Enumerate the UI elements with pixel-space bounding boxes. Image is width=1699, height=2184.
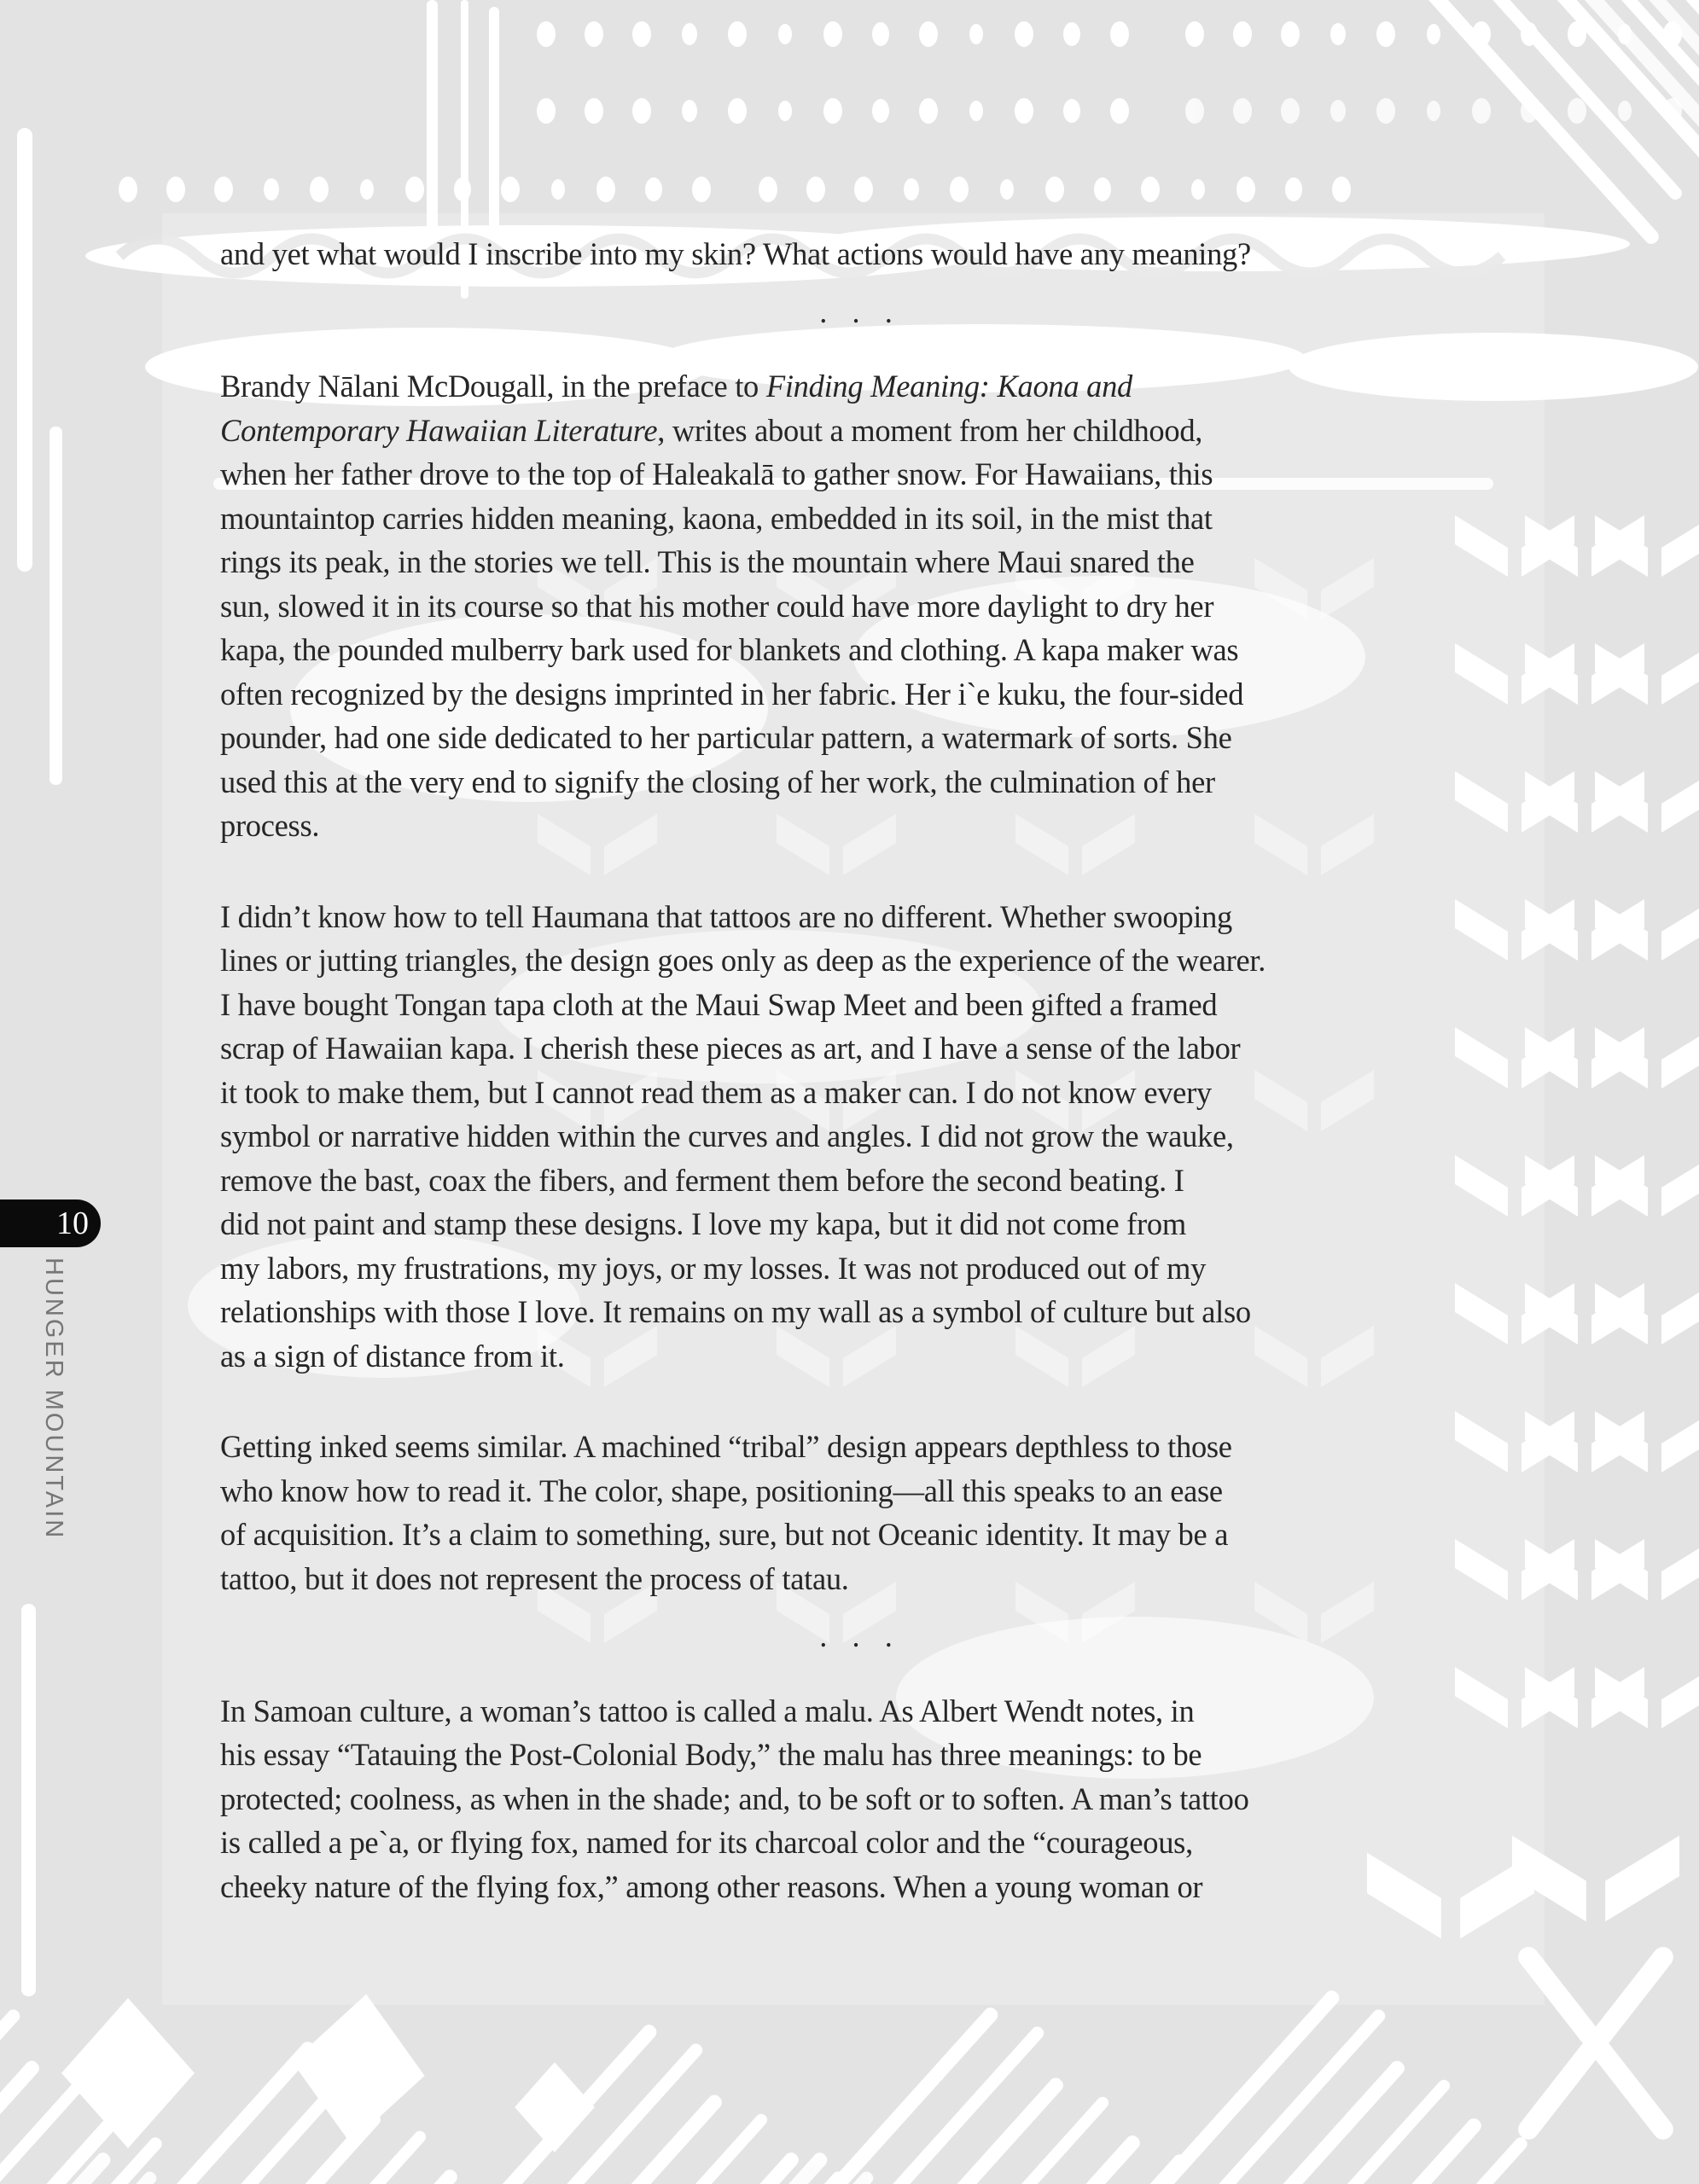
text-line xyxy=(220,1159,1500,1203)
text-segment: of acquisition. It’s a claim to something, sure, but not Oceanic identity. It may be a xyxy=(220,1517,1229,1552)
journal-title-vertical: HUNGER MOUNTAIN xyxy=(40,1258,67,1541)
text-segment: cheeky nature of the flying fox,” among other reasons. When a young woman or xyxy=(220,1868,1203,1904)
text-line xyxy=(220,628,1500,672)
section-separator: . . . xyxy=(819,1618,901,1653)
text-line xyxy=(220,1777,1500,1821)
text-line xyxy=(220,938,1500,983)
text-segment: sun, slowed it in its course so that his mother could have more daylight to dry her xyxy=(220,588,1214,624)
paragraph xyxy=(220,1425,1500,1600)
text-line xyxy=(220,1026,1500,1071)
text-line xyxy=(220,1334,1500,1379)
text-line xyxy=(220,1114,1500,1159)
text-segment: relationships with those I love. It remains on my wall as a symbol of culture but also xyxy=(220,1294,1251,1329)
text-segment: I have bought Tongan tapa cloth at the Maui Swap Meet and been gifted a framed xyxy=(220,986,1218,1022)
text-segment: protected; coolness, as when in the shade; and, to be soft or to soften. A man’s tattoo xyxy=(220,1780,1249,1816)
text-segment: my labors, my frustrations, my joys, or my losses. It was not produced out of my xyxy=(220,1250,1207,1286)
book-title-segment: Finding Meaning: Kaona and xyxy=(765,369,1132,404)
text-line xyxy=(220,895,1500,939)
text-line xyxy=(220,1469,1500,1513)
paragraph xyxy=(220,364,1500,848)
text-line xyxy=(220,760,1500,804)
text-segment: as a sign of distance from it. xyxy=(220,1338,565,1374)
text-segment: his essay “Tatauing the Post-Colonial Body,” the malu has three meanings: to be xyxy=(220,1737,1202,1772)
text-line xyxy=(220,1071,1500,1115)
text-line xyxy=(220,409,1500,453)
text-segment: I didn’t know how to tell Haumana that tattoos are no different. Whether swooping xyxy=(220,898,1233,934)
section-separator: . . . xyxy=(819,293,901,329)
text-segment: symbol or narrative hidden within the curves and angles. I did not grow the wauke, xyxy=(220,1118,1234,1153)
text-line xyxy=(220,1246,1500,1291)
paragraph xyxy=(220,232,1500,276)
text-line xyxy=(220,1425,1500,1469)
text-segment: mountaintop carries hidden meaning, kaona, embedded in its soil, in the mist that xyxy=(220,500,1213,536)
text-line xyxy=(220,364,1500,409)
text-line xyxy=(220,452,1500,497)
text-line xyxy=(220,1821,1500,1865)
text-segment: scrap of Hawaiian kapa. I cherish these pieces as art, and I have a sense of the labor xyxy=(220,1031,1241,1066)
text-line xyxy=(220,1689,1500,1734)
text-segment: remove the bast, coax the fibers, and ferment them before the second beating. I xyxy=(220,1162,1184,1198)
text-segment: it took to make them, but I cannot read them as a maker can. I do not know every xyxy=(220,1074,1212,1110)
text-line xyxy=(220,716,1500,760)
text-line xyxy=(220,1865,1500,1909)
text-segment: used this at the very end to signify the closing of her work, the culmination of her xyxy=(220,764,1215,799)
text-line xyxy=(220,232,1500,276)
text-line xyxy=(220,1290,1500,1334)
text-segment: did not paint and stamp these designs. I love my kapa, but it did not come from xyxy=(220,1206,1186,1241)
text-segment: lines or jutting triangles, the design goes only as deep as the experience of the wearer. xyxy=(220,943,1266,978)
text-segment: kapa, the pounded mulberry bark used for blankets and clothing. A kapa maker was xyxy=(220,632,1239,667)
text-line xyxy=(220,1733,1500,1777)
text-segment: process. xyxy=(220,808,320,843)
text-line xyxy=(220,1557,1500,1601)
text-segment: pounder, had one side dedicated to her particular pattern, a watermark of sorts. She xyxy=(220,720,1232,755)
text-segment: is called a pe`a, or flying fox, named for its charcoal color and the “courageous, xyxy=(220,1825,1193,1860)
page-number-tab xyxy=(0,1199,101,1247)
text-segment: and yet what would I inscribe into my skin? What actions would have any meaning? xyxy=(220,236,1251,271)
text-segment: Getting inked seems similar. A machined “tribal” design appears depthless to those xyxy=(220,1429,1232,1464)
text-segment: Brandy Nālani McDougall, in the preface to xyxy=(220,369,766,404)
page-number: 10 xyxy=(56,1205,89,1241)
text-line xyxy=(220,584,1500,629)
text-segment: rings its peak, in the stories we tell. This is the mountain where Maui snared the xyxy=(220,544,1195,579)
text-line xyxy=(220,804,1500,848)
text-segment: who know how to read it. The color, shape, positioning—all this speaks to an ease xyxy=(220,1472,1223,1508)
text-line xyxy=(220,672,1500,717)
text-line xyxy=(220,1202,1500,1246)
text-segment: tattoo, but it does not represent the process of tatau. xyxy=(220,1560,849,1596)
text-segment: , writes about a moment from her childhood, xyxy=(657,412,1203,448)
paragraph xyxy=(220,1689,1500,1909)
text-line xyxy=(220,540,1500,584)
text-segment: when her father drove to the top of Haleakalā to gather snow. For Hawaiians, this xyxy=(220,456,1213,491)
text-line xyxy=(220,497,1500,541)
paragraph xyxy=(220,895,1500,1379)
text-line xyxy=(220,983,1500,1027)
text-segment: often recognized by the designs imprinted in her fabric. Her i`e kuku, the four-sided xyxy=(220,676,1244,712)
book-title-segment: Contemporary Hawaiian Literature xyxy=(220,412,658,448)
text-line xyxy=(220,1513,1500,1557)
text-column xyxy=(220,232,1500,1908)
text-segment: In Samoan culture, a woman’s tattoo is called a malu. As Albert Wendt notes, in xyxy=(220,1693,1195,1728)
